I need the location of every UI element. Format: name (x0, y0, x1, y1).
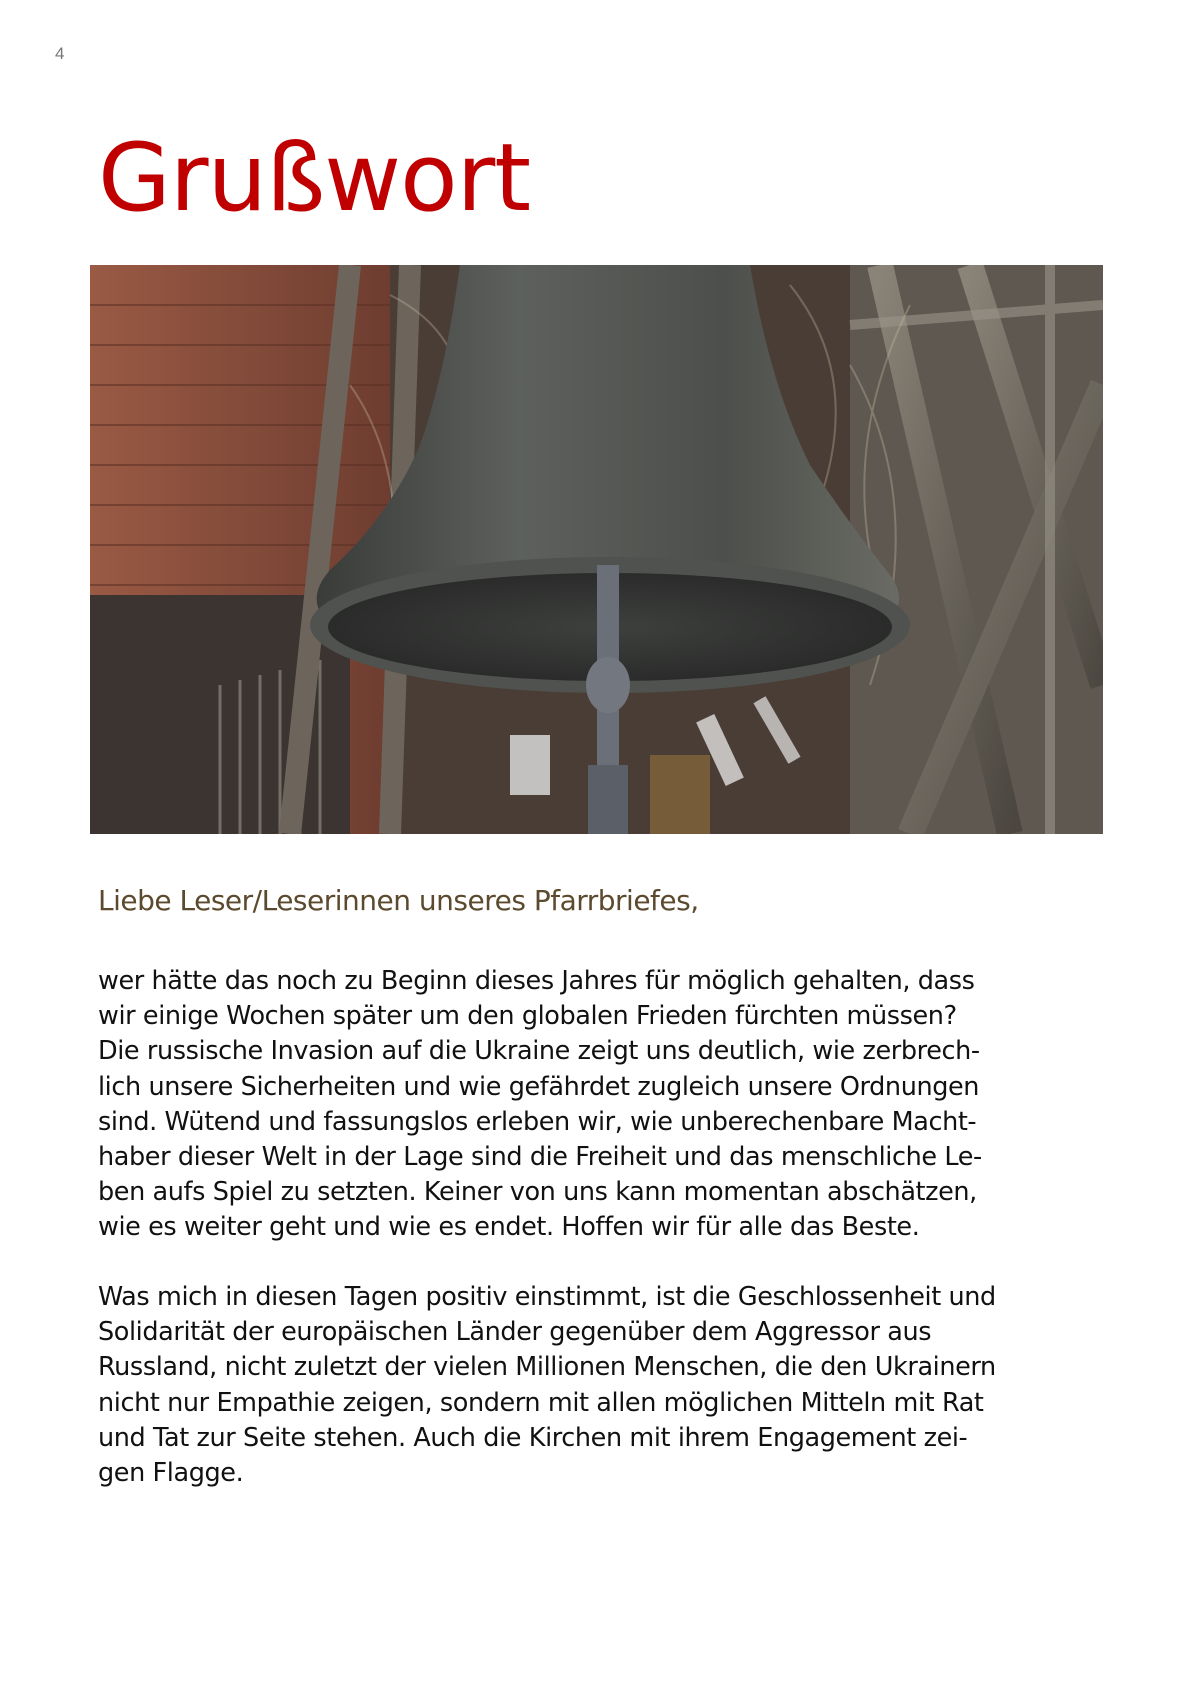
greeting-heading: Liebe Leser/Leserinnen unseres Pfarrbriefes, (98, 884, 699, 917)
text-line: haber dieser Welt in der Lage sind die Freiheit und das menschliche Le- (98, 1142, 982, 1173)
church-bell-photo (90, 265, 1103, 834)
paragraph (98, 1280, 1103, 1491)
text-line: wer hätte das noch zu Beginn dieses Jahres für möglich gehalten, dass (98, 966, 975, 996)
text-line: ben aufs Spiel zu setzten. Keiner von uns kann momentan abschätzen, (98, 1177, 977, 1208)
text-line: gen Flagge. (98, 1458, 244, 1489)
church-bell-illustration (90, 265, 1103, 834)
text-line: Solidarität der europäischen Länder gegenüber dem Aggressor aus (98, 1317, 932, 1348)
page-number: 4 (55, 44, 65, 63)
text-line: nicht nur Empathie zeigen, sondern mit allen möglichen Mitteln mit Rat (98, 1387, 984, 1418)
page-title: Grußwort (98, 124, 531, 233)
text-line: Die russische Invasion auf die Ukraine zeigt uns deutlich, wie zerbrech- (98, 1036, 980, 1067)
text-line: Russland, nicht zuletzt der vielen Millionen Menschen, die den Ukrainern (98, 1352, 996, 1383)
text-line: Was mich in diesen Tagen positiv einstimmt, ist die Geschlossenheit und (98, 1282, 996, 1312)
text-line: wie es weiter geht und wie es endet. Hoffen wir für alle das Beste. (98, 1212, 920, 1243)
text-line: sind. Wütend und fassungslos erleben wir, wie unberechenbare Macht- (98, 1106, 977, 1137)
text-line: und Tat zur Seite stehen. Auch die Kirchen mit ihrem Engagement zei- (98, 1422, 968, 1453)
text-line: lich unsere Sicherheiten und wie gefährdet zugleich unsere Ordnungen (98, 1071, 980, 1102)
text-line: wir einige Wochen später um den globalen Frieden fürchten müssen? (98, 1001, 957, 1032)
paragraph (98, 964, 1103, 1246)
